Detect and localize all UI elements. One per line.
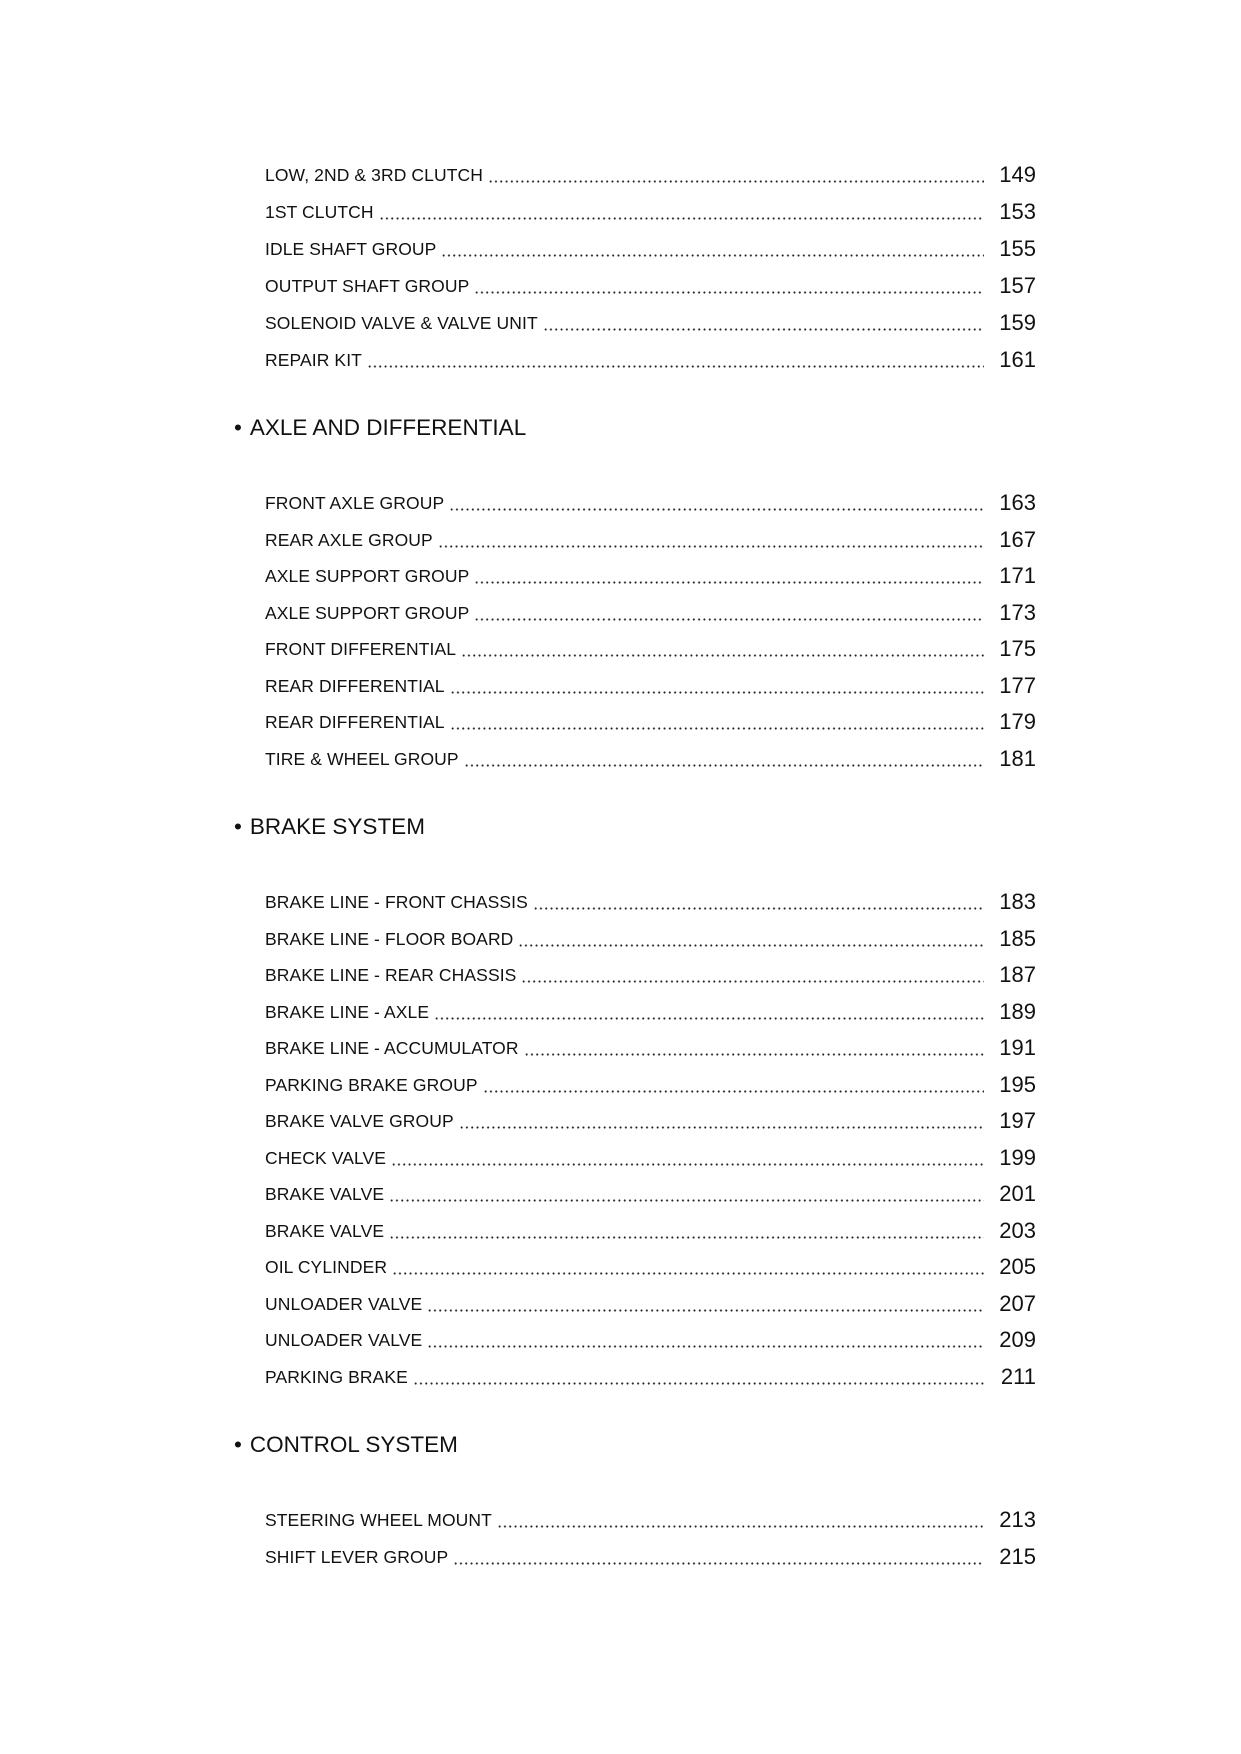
toc-entry[interactable] xyxy=(265,271,1036,301)
dot-leader xyxy=(389,1199,984,1202)
section-heading-label: CONTROL SYSTEM xyxy=(249,1432,458,1457)
toc-entry[interactable] xyxy=(265,308,1036,338)
toc-entry-label: PARKING BRAKE xyxy=(265,1366,408,1387)
toc-entry[interactable] xyxy=(265,1070,1036,1100)
toc-entry-label: OIL CYLINDER xyxy=(265,1256,388,1277)
toc-entry-page: 185 xyxy=(999,926,1036,951)
section-heading-brake-system[interactable] xyxy=(234,811,425,843)
toc-entry[interactable] xyxy=(265,997,1036,1027)
toc-entry[interactable] xyxy=(265,598,1036,628)
dot-leader xyxy=(367,365,984,368)
toc-entry-label: 1ST CLUTCH xyxy=(265,201,374,222)
dot-leader xyxy=(438,545,984,548)
toc-entry[interactable] xyxy=(265,1143,1036,1173)
toc-entry[interactable] xyxy=(265,1362,1036,1392)
dot-leader xyxy=(427,1309,984,1312)
toc-entry-label: OUTPUT SHAFT GROUP xyxy=(265,275,470,296)
dot-leader xyxy=(524,1053,984,1056)
dot-leader xyxy=(464,764,984,767)
dot-leader xyxy=(521,980,984,983)
toc-entry-page: 163 xyxy=(999,490,1036,515)
toc-entry-label: REAR DIFFERENTIAL xyxy=(265,711,445,732)
dot-leader xyxy=(441,254,984,257)
dot-leader xyxy=(413,1382,984,1385)
toc-entry-page: 153 xyxy=(999,199,1036,224)
toc-entry-page: 197 xyxy=(999,1108,1036,1133)
toc-entry[interactable] xyxy=(265,671,1036,701)
toc-entry[interactable] xyxy=(265,345,1036,375)
toc-entry-page: 179 xyxy=(999,709,1036,734)
toc-entry-page: 161 xyxy=(999,347,1036,372)
toc-entry[interactable] xyxy=(265,525,1036,555)
toc-entry-page: 215 xyxy=(999,1544,1036,1569)
toc-entry-label: SOLENOID VALVE & VALVE UNIT xyxy=(265,312,538,333)
toc-entry-page: 201 xyxy=(999,1181,1036,1206)
section-heading-control-system[interactable] xyxy=(234,1429,458,1461)
toc-entry[interactable] xyxy=(265,887,1036,917)
toc-entry-label: AXLE SUPPORT GROUP xyxy=(265,602,470,623)
section-heading-axle-and-differential[interactable] xyxy=(234,412,526,444)
toc-entry-label: REPAIR KIT xyxy=(265,349,362,370)
toc-entry[interactable] xyxy=(265,234,1036,264)
toc-entry-page: 177 xyxy=(999,673,1036,698)
toc-entry[interactable] xyxy=(265,1106,1036,1136)
toc-entry-label: BRAKE LINE - ACCUMULATOR xyxy=(265,1037,519,1058)
toc-entry-label: IDLE SHAFT GROUP xyxy=(265,238,437,259)
dot-leader xyxy=(459,1126,984,1129)
bullet-icon: • xyxy=(234,1432,242,1457)
dot-leader xyxy=(391,1163,984,1166)
toc-entry-label: BRAKE LINE - AXLE xyxy=(265,1001,430,1022)
dot-leader xyxy=(392,1272,984,1275)
toc-entry-page: 211 xyxy=(1000,1364,1036,1389)
toc-entry-label: BRAKE VALVE xyxy=(265,1220,385,1241)
toc-entry[interactable] xyxy=(265,1252,1036,1282)
bullet-icon: • xyxy=(234,415,242,440)
toc-entry[interactable] xyxy=(265,960,1036,990)
toc-entry[interactable] xyxy=(265,1216,1036,1246)
toc-entry[interactable] xyxy=(265,488,1036,518)
toc-entry-label: REAR AXLE GROUP xyxy=(265,529,433,550)
toc-entry-page: 187 xyxy=(999,962,1036,987)
toc-entry-label: LOW, 2ND & 3RD CLUTCH xyxy=(265,164,483,185)
toc-entry-label: CHECK VALVE xyxy=(265,1147,387,1168)
dot-leader xyxy=(450,727,984,730)
toc-entry-page: 175 xyxy=(999,636,1036,661)
dot-leader xyxy=(450,691,984,694)
toc-entry-page: 155 xyxy=(999,236,1036,261)
dot-leader xyxy=(379,217,984,220)
dot-leader xyxy=(434,1017,984,1020)
dot-leader xyxy=(483,1090,984,1093)
dot-leader xyxy=(474,618,984,621)
toc-entry[interactable] xyxy=(265,1325,1036,1355)
toc-entry-page: 203 xyxy=(999,1218,1036,1243)
toc-entry-page: 149 xyxy=(999,162,1036,187)
toc-entry[interactable] xyxy=(265,1179,1036,1209)
toc-entry[interactable] xyxy=(265,744,1036,774)
toc-entry-label: BRAKE LINE - FRONT CHASSIS xyxy=(265,891,528,912)
toc-entry-label: BRAKE LINE - FLOOR BOARD xyxy=(265,928,514,949)
dot-leader xyxy=(533,907,984,910)
toc-entry[interactable] xyxy=(265,197,1036,227)
dot-leader xyxy=(427,1345,984,1348)
toc-entry-label: UNLOADER VALVE xyxy=(265,1293,423,1314)
toc-entry[interactable] xyxy=(265,634,1036,664)
toc-entry-label: SHIFT LEVER GROUP xyxy=(265,1546,449,1567)
toc-entry-label: FRONT DIFFERENTIAL xyxy=(265,638,457,659)
toc-entry-label: PARKING BRAKE GROUP xyxy=(265,1074,478,1095)
toc-entry-label: FRONT AXLE GROUP xyxy=(265,492,445,513)
toc-entry-page: 183 xyxy=(999,889,1036,914)
toc-entry-label: REAR DIFFERENTIAL xyxy=(265,675,445,696)
toc-entry-label: BRAKE LINE - REAR CHASSIS xyxy=(265,964,517,985)
toc-entry-label: UNLOADER VALVE xyxy=(265,1329,423,1350)
toc-entry[interactable] xyxy=(265,1289,1036,1319)
toc-entry-page: 189 xyxy=(999,999,1036,1024)
toc-entry-page: 159 xyxy=(999,310,1036,335)
toc-entry-label: AXLE SUPPORT GROUP xyxy=(265,565,470,586)
dot-leader xyxy=(474,291,984,294)
dot-leader xyxy=(518,944,984,947)
dot-leader xyxy=(461,654,984,657)
toc-entry-page: 167 xyxy=(999,527,1036,552)
bullet-icon: • xyxy=(234,814,242,839)
toc-entry-label: STEERING WHEEL MOUNT xyxy=(265,1509,492,1530)
toc-entry[interactable] xyxy=(265,1505,1036,1535)
toc-entry[interactable] xyxy=(265,160,1036,190)
toc-entry[interactable] xyxy=(265,707,1036,737)
toc-entry-label: BRAKE VALVE GROUP xyxy=(265,1110,454,1131)
section-heading-label: AXLE AND DIFFERENTIAL xyxy=(249,415,527,440)
dot-leader xyxy=(488,180,984,183)
toc-entry-page: 199 xyxy=(999,1145,1036,1170)
dot-leader xyxy=(474,581,984,584)
toc-entry-page: 205 xyxy=(999,1254,1036,1279)
dot-leader xyxy=(453,1562,984,1565)
toc-entry-label: TIRE & WHEEL GROUP xyxy=(265,748,459,769)
dot-leader xyxy=(449,508,984,511)
toc-entry[interactable] xyxy=(265,924,1036,954)
dot-leader xyxy=(389,1236,984,1239)
toc-entry-page: 171 xyxy=(999,563,1036,588)
toc-entry-page: 209 xyxy=(999,1327,1036,1352)
dot-leader xyxy=(543,328,984,331)
toc-entry-page: 207 xyxy=(999,1291,1036,1316)
toc-entry-page: 195 xyxy=(999,1072,1036,1097)
section-heading-label: BRAKE SYSTEM xyxy=(249,814,425,839)
toc-entry-page: 181 xyxy=(999,746,1036,771)
dot-leader xyxy=(497,1525,984,1528)
toc-entry-page: 213 xyxy=(999,1507,1036,1532)
toc-entry-label: BRAKE VALVE xyxy=(265,1183,385,1204)
toc-entry-page: 173 xyxy=(999,600,1036,625)
toc-entry-page: 157 xyxy=(999,273,1036,298)
toc-entry-page: 191 xyxy=(999,1035,1036,1060)
toc-entry[interactable] xyxy=(265,1542,1036,1572)
toc-entry[interactable] xyxy=(265,1033,1036,1063)
toc-entry[interactable] xyxy=(265,561,1036,591)
